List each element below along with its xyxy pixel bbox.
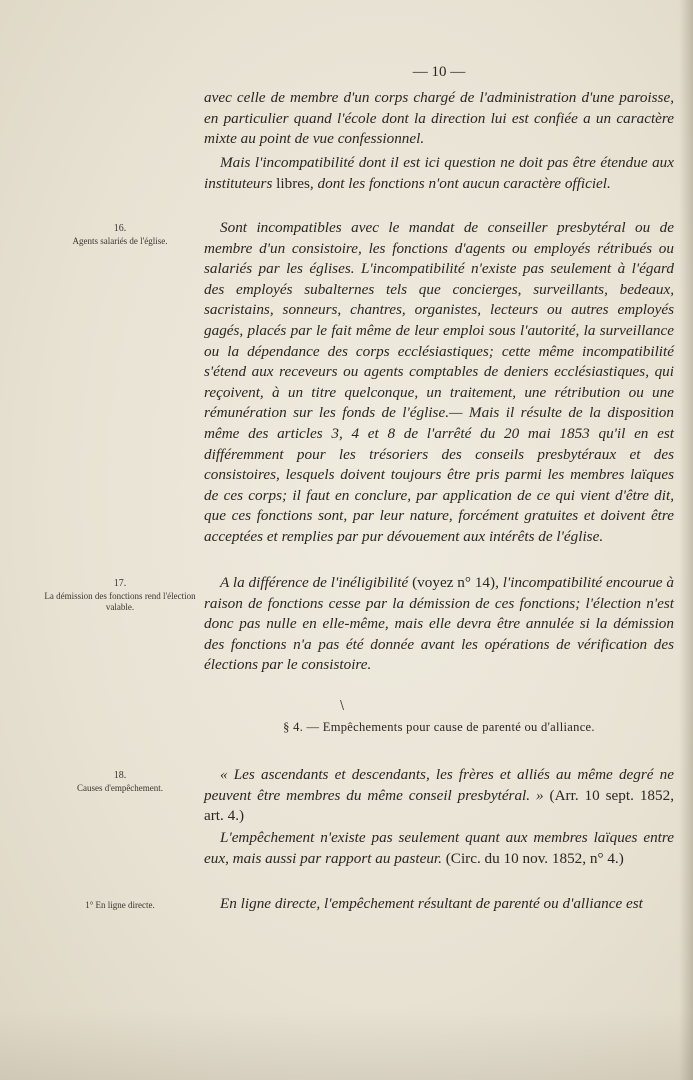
margin-note-number: 16.	[113, 223, 127, 234]
paragraph-4-reference: (voyez n° 14)	[412, 574, 496, 591]
margin-note-text: Causes d'empêchement.	[76, 783, 164, 793]
paragraph-2-emphasis: libres	[276, 174, 310, 192]
paragraph-4-text: A la différence de l'inéligibilité	[220, 574, 413, 591]
section-heading: § 4. — Empêchements pour cause de parenté ou d'alliance.	[283, 720, 595, 734]
paragraph-2-tail: , dont les fonctions n'ont aucun caractère officiel.	[309, 174, 611, 192]
margin-note-text: 1° En ligne directe.	[85, 900, 155, 910]
paragraph-5-quote: « Les ascendants et descendants, les frères et alliés au même degré ne peuvent être membres du même conseil presbytéral. »	[204, 766, 674, 804]
stray-mark: \	[340, 698, 345, 712]
paragraph-5	[204, 765, 674, 827]
page-bottom-shade	[0, 1010, 693, 1080]
paragraph-6-reference: (Circ. du 10 nov. 1852, n° 4.)	[445, 849, 624, 867]
paragraph-3: Sont incompatibles avec le mandat de conseiller presbytéral ou de membre d'un consistoire, les fonctions d'agents ou employés rétribués ou salariés par les églises. L'incompatibilité n'existe pas seulement à l'égard des employés subalternes tels que concierges, surveillants, bedeaux, sacristains, sonneurs, chantres, organistes, lecteurs ou autres employés gagés, placés par le fait même de leur emploi sous l'autorité, la surveillance ou la dépendance des corps ecclésiastiques; cette même incompatibilité s'étend aux receveurs ou agents comptables de deniers ecclésiastiques, qui reçoivent, à un titre quelconque, un traitement, une rétribution ou une rémunération sur les fonds de l'église.— Mais il résulte de la disposition même des articles 3, 4 et 8 de l'arrêté du 20 mai 1853 qu'il en est différemment pour les trésoriers des conseils presbytéraux et des consistoires, lesquels doivent toujours être pris parmi les membres laïques de ces corps; il faut en conclure, par application de ce qui vient d'être dit, que ces fonctions sont, par leur nature, forcément gratuites et doivent être acceptées et remplies par pur dévouement aux intérêts de l'église.	[204, 219, 674, 545]
page-edge-shadow	[679, 0, 693, 1080]
paragraph-2	[204, 153, 674, 194]
margin-note-number: 17.	[113, 578, 127, 589]
paragraph-6-text: L'empêchement n'existe pas seulement quant aux membres laïques entre eux, mais aussi par rapport au pasteur.	[204, 829, 674, 867]
margin-note-number: 18.	[113, 770, 127, 781]
paragraph-6	[204, 828, 674, 869]
paragraph-5-reference: (Arr. 10 sept. 1852, art. 4.)	[204, 786, 674, 825]
margin-note-18	[40, 770, 200, 794]
page-number: — 10 —	[412, 64, 466, 80]
margin-note-text: La démission des fonctions rend l'élection valable.	[44, 591, 196, 612]
paragraph-2-text: Mais l'incompatibilité dont il est ici question ne doit pas être étendue aux instituteurs	[204, 154, 674, 192]
paragraph-4-tail: , l'incompatibilité encourue à raison de fonctions cesse par la démission de ces fonctions; l'élection n'est donc pas nulle en elle-même, mais elle devra être annulée si la démission des fonctions n'a pas été donnée avant les opérations de vérification des élections par le consistoire.	[204, 574, 675, 674]
margin-note-18b	[40, 900, 200, 911]
paragraph-1: avec celle de membre d'un corps chargé de l'administration d'une paroisse, en particulier quand l'école dont la direction lui est confiée a un caractère mixte au point de vue confessionnel.	[204, 89, 674, 148]
margin-note-17	[40, 578, 200, 613]
margin-note-text: Agents salariés de l'église.	[72, 236, 168, 246]
paragraph-4	[204, 573, 674, 676]
paragraph-7: En ligne directe, l'empêchement résultant de parenté ou d'alliance est	[220, 895, 643, 912]
margin-note-16	[40, 223, 200, 247]
